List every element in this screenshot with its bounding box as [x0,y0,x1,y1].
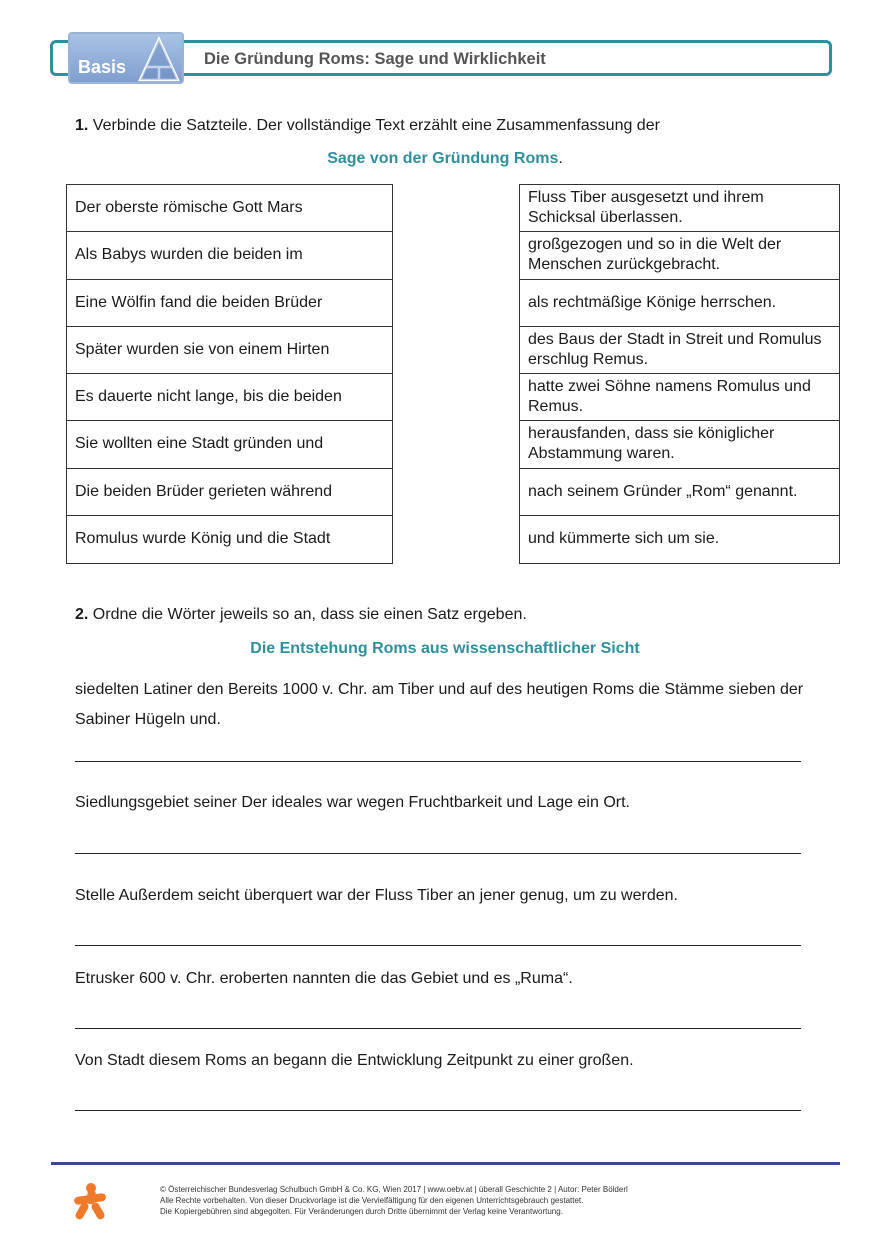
badge-label: Basis [78,57,127,77]
left-cell[interactable]: Später wurden sie von einem Hirten [67,327,392,374]
scrambled-sentence: Etrusker 600 v. Chr. eroberten nannten die das Gebiet und es „Ruma“. [75,970,573,987]
scrambled-sentence: Stelle Außerdem seicht überquert war der Fluss Tiber an jener genug, um zu werden. [75,887,678,904]
right-cell[interactable]: Fluss Tiber ausgesetzt und ihrem Schicksal überlassen. [520,185,839,232]
left-cell[interactable]: Die beiden Brüder gerieten während [67,469,392,516]
left-cell[interactable]: Romulus wurde König und die Stadt [75,530,331,548]
task1-subtitle-suffix: . [558,150,563,167]
publisher-logo-icon [70,1182,110,1222]
left-cell[interactable]: Eine Wölfin fand die beiden Brüder [67,280,392,327]
right-cell[interactable]: hatte zwei Söhne namens Romulus und Remus. [520,374,839,421]
right-sentence-column [519,184,840,564]
answer-line[interactable] [75,1110,801,1111]
footer-line: Die Kopiergebühren sind abgegolten. Für Veränderungen durch Dritte übernimmt der Verlag keine Verantwortung. [160,1207,563,1216]
left-sentence-column [66,184,393,564]
task1-instruction: Verbinde die Satzteile. Der vollständige Text erzählt eine Zusammenfassung der [92,117,660,134]
left-cell[interactable]: Der oberste römische Gott Mars [67,185,392,232]
footer-line: Alle Rechte vorbehalten. Von dieser Druckvorlage ist die Vervielfältigung für den eigenen Unterrichtsgebrauch gestattet. [160,1196,584,1205]
footer-line: © Österreichischer Bundesverlag Schulbuch GmbH & Co. KG, Wien 2017 | www.oebv.at | überall Geschichte 2 | Autor: Peter Bölderl [160,1185,628,1194]
left-cell[interactable]: Als Babys wurden die beiden im [67,232,392,279]
answer-line[interactable] [75,761,801,762]
right-cell[interactable]: des Baus der Stadt in Streit und Romulus erschlug Remus. [520,327,839,374]
scrambled-sentence: siedelten Latiner den Bereits 1000 v. Chr. am Tiber und auf des heutigen Roms die Stämme sieben der Sabiner Hügeln und. [75,681,804,728]
task2-number: 2. [75,606,89,623]
right-cell[interactable]: großgezogen und so in die Welt der Menschen zurückgebracht. [520,232,839,279]
task1-subtitle-row [0,150,890,168]
footer-rule [51,1162,840,1165]
task2-instruction-line [75,606,527,624]
right-cell[interactable]: nach seinem Gründer „Rom“ genannt. [520,469,839,516]
left-cell[interactable]: Sie wollten eine Stadt gründen und [67,421,392,468]
task2-subtitle-row [0,640,890,658]
level-pyramid-icon [138,36,180,82]
task2-instruction: Ordne die Wörter jeweils so an, dass sie einen Satz ergeben. [92,606,527,623]
level-badge [68,32,184,84]
page-title: Die Gründung Roms: Sage und Wirklichkeit [204,50,546,68]
scrambled-sentence: Von Stadt diesem Roms an begann die Entwicklung Zeitpunkt zu einer großen. [75,1052,634,1069]
answer-line[interactable] [75,1028,801,1029]
left-cell[interactable]: Es dauerte nicht lange, bis die beiden [67,374,392,421]
task2-subtitle: Die Entstehung Roms aus wissenschaftlicher Sicht [250,640,640,657]
right-cell[interactable]: und kümmerte sich um sie. [528,530,720,548]
task1-instruction-line [75,117,660,135]
right-cell[interactable]: als rechtmäßige Könige herrschen. [520,280,839,327]
task1-subtitle: Sage von der Gründung Roms [327,150,559,167]
right-cell[interactable]: herausfanden, dass sie königlicher Abstammung waren. [520,421,839,468]
task1-number: 1. [75,117,89,134]
footer-text [160,1184,820,1217]
answer-line[interactable] [75,945,801,946]
answer-line[interactable] [75,853,801,854]
scrambled-sentence: Siedlungsgebiet seiner Der ideales war wegen Fruchtbarkeit und Lage ein Ort. [75,794,630,811]
